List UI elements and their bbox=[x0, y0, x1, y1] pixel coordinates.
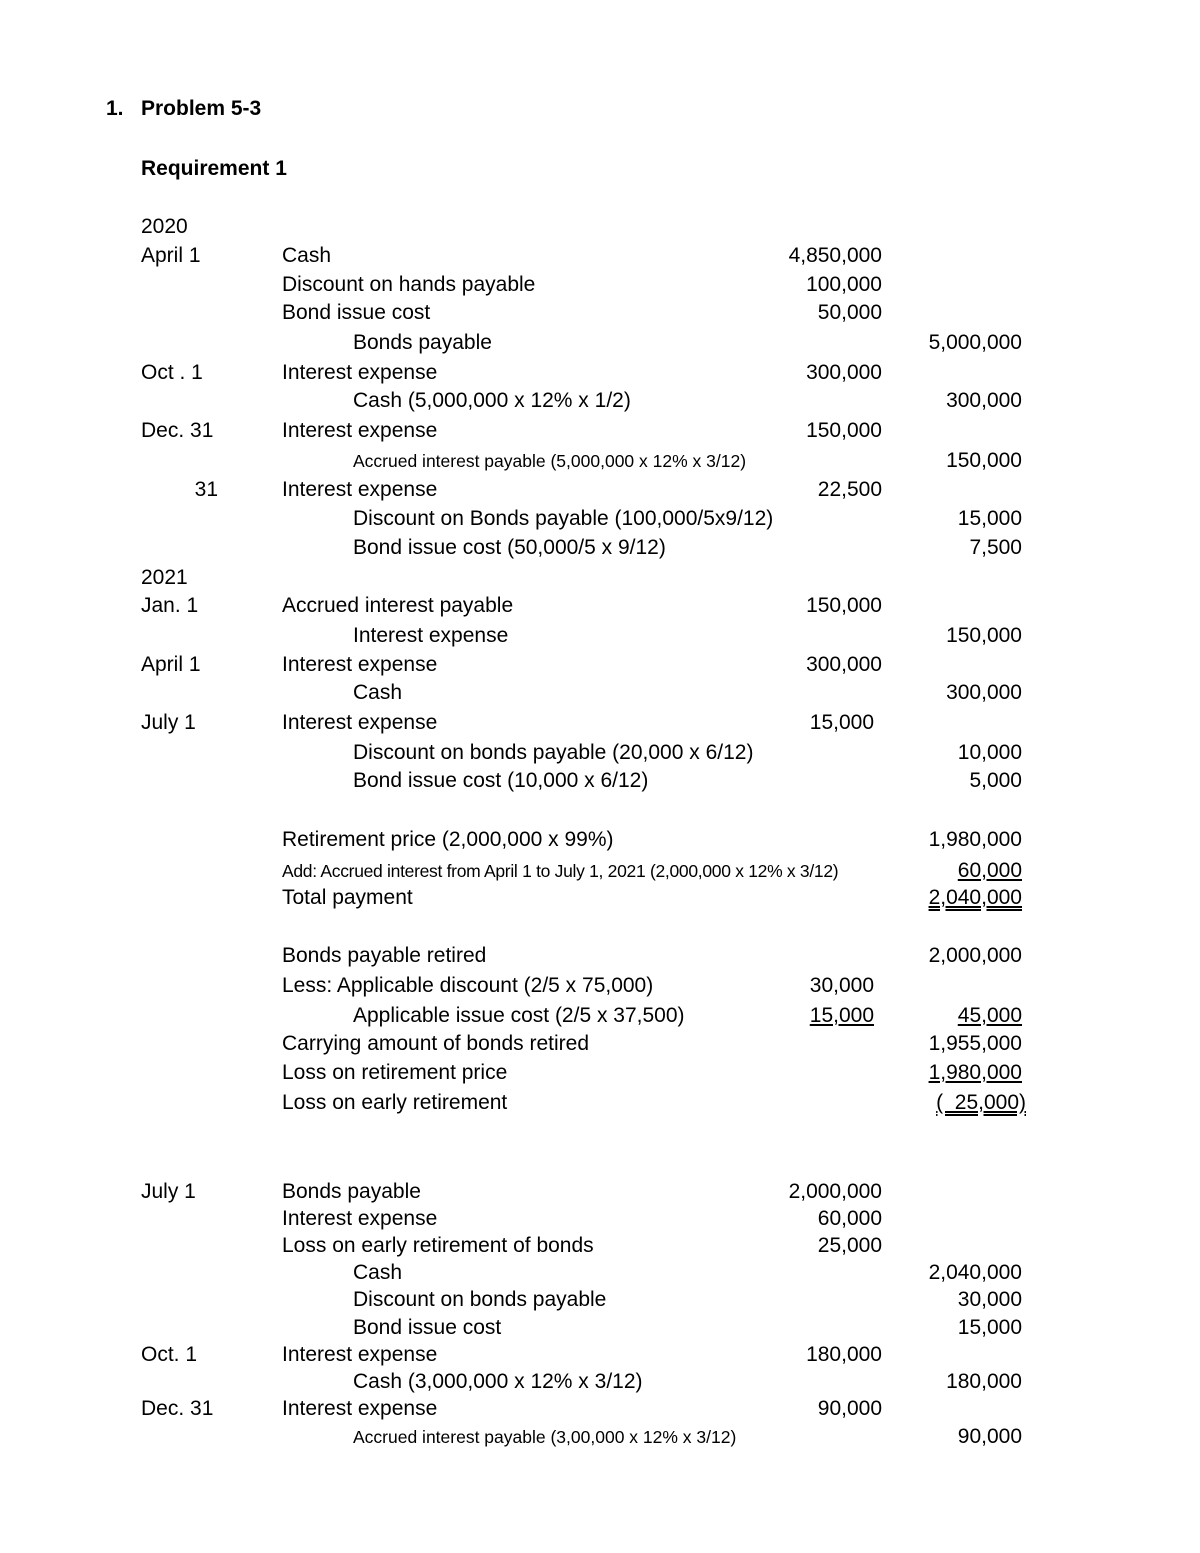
computation-label: Bonds payable retired bbox=[282, 944, 487, 967]
entry-date: July 1 bbox=[141, 711, 196, 734]
computation-subamount: 30,000 bbox=[809, 974, 874, 997]
debit-amount: 50,000 bbox=[817, 301, 882, 324]
account-debit: Bond issue cost bbox=[282, 301, 431, 324]
computation-row bbox=[0, 1059, 1200, 1087]
entry-date: Dec. 31 bbox=[141, 419, 214, 442]
credit-amount: 5,000,000 bbox=[928, 331, 1022, 354]
computation-row bbox=[0, 1089, 1200, 1117]
journal-row bbox=[0, 1205, 1200, 1233]
journal-row bbox=[0, 1286, 1200, 1314]
journal-row bbox=[0, 622, 1200, 650]
year-label: 2020 bbox=[141, 215, 188, 238]
journal-row bbox=[0, 767, 1200, 795]
credit-amount: 180,000 bbox=[946, 1370, 1022, 1393]
computation-amount: 1,980,000 bbox=[928, 828, 1022, 851]
journal-row bbox=[0, 651, 1200, 679]
journal-row bbox=[0, 1395, 1200, 1423]
computation-label: Total payment bbox=[282, 886, 413, 909]
computation-amount: 60,000 bbox=[957, 859, 1022, 882]
journal-row bbox=[0, 1232, 1200, 1260]
entry-date: Oct. 1 bbox=[141, 1343, 198, 1366]
computation-row bbox=[0, 826, 1200, 854]
credit-amount: 2,040,000 bbox=[928, 1261, 1022, 1284]
account-credit: Cash bbox=[353, 1261, 403, 1284]
account-credit: Bonds payable bbox=[353, 331, 492, 354]
computation-row bbox=[0, 972, 1200, 1000]
account-debit: Interest expense bbox=[282, 1397, 438, 1420]
computation-amount: 45,000 bbox=[957, 1004, 1022, 1027]
journal-row bbox=[0, 242, 1200, 270]
entry-date: July 1 bbox=[141, 1180, 196, 1203]
debit-amount: 60,000 bbox=[817, 1207, 882, 1230]
computation-amount: ( 25,000) bbox=[936, 1091, 1026, 1114]
credit-amount: 150,000 bbox=[946, 624, 1022, 647]
debit-amount: 300,000 bbox=[806, 653, 882, 676]
account-debit: Interest expense bbox=[282, 361, 438, 384]
journal-row bbox=[0, 447, 1200, 475]
account-debit: Interest expense bbox=[282, 478, 438, 501]
debit-amount: 2,000,000 bbox=[788, 1180, 882, 1203]
debit-amount: 180,000 bbox=[806, 1343, 882, 1366]
credit-amount: 300,000 bbox=[946, 681, 1022, 704]
debit-amount: 300,000 bbox=[806, 361, 882, 384]
problem-number: 1. bbox=[106, 97, 124, 120]
computation-label: Add: Accrued interest from April 1 to July 1, 2021 (2,000,000 x 12% x 3/12) bbox=[282, 861, 839, 881]
account-debit: Discount on hands payable bbox=[282, 273, 536, 296]
account-credit: Bond issue cost bbox=[353, 1316, 502, 1339]
account-debit: Interest expense bbox=[282, 1207, 438, 1230]
computation-row bbox=[0, 1002, 1200, 1030]
account-credit: Bond issue cost (50,000/5 x 9/12) bbox=[353, 536, 666, 559]
computation-amount: 2,040,000 bbox=[928, 886, 1022, 909]
journal-row bbox=[0, 709, 1200, 737]
computation-label: Loss on early retirement bbox=[282, 1091, 508, 1114]
account-credit: Interest expense bbox=[353, 624, 509, 647]
credit-amount: 300,000 bbox=[946, 389, 1022, 412]
journal-row bbox=[0, 1423, 1200, 1451]
computation-label: Carrying amount of bonds retired bbox=[282, 1032, 589, 1055]
debit-amount: 4,850,000 bbox=[788, 244, 882, 267]
computation-row bbox=[0, 857, 1200, 885]
credit-amount: 7,500 bbox=[969, 536, 1022, 559]
account-credit: Cash bbox=[353, 681, 403, 704]
journal-row bbox=[0, 476, 1200, 504]
computation-subamount: 15,000 bbox=[809, 1004, 874, 1027]
computation-amount: 1,955,000 bbox=[928, 1032, 1022, 1055]
journal-row bbox=[0, 271, 1200, 299]
journal-row bbox=[0, 1314, 1200, 1342]
account-credit: Discount on bonds payable bbox=[353, 1288, 607, 1311]
journal-row bbox=[0, 417, 1200, 445]
debit-amount: 90,000 bbox=[817, 1397, 882, 1420]
account-debit: Interest expense bbox=[282, 1343, 438, 1366]
credit-amount: 150,000 bbox=[946, 449, 1022, 472]
computation-label: Loss on retirement price bbox=[282, 1061, 508, 1084]
account-credit: Bond issue cost (10,000 x 6/12) bbox=[353, 769, 649, 792]
computation-label: Retirement price (2,000,000 x 99%) bbox=[282, 828, 614, 851]
credit-amount: 5,000 bbox=[969, 769, 1022, 792]
year-row bbox=[0, 564, 1200, 592]
computation-label: Less: Applicable discount (2/5 x 75,000) bbox=[282, 974, 654, 997]
credit-amount: 10,000 bbox=[957, 741, 1022, 764]
entry-date: April 1 bbox=[141, 653, 201, 676]
account-debit: Interest expense bbox=[282, 711, 438, 734]
debit-amount: 25,000 bbox=[817, 1234, 882, 1257]
credit-amount: 90,000 bbox=[957, 1425, 1022, 1448]
entry-date: Oct . 1 bbox=[141, 361, 203, 384]
account-credit: Discount on Bonds payable (100,000/5x9/12) bbox=[353, 507, 774, 530]
journal-row bbox=[0, 1368, 1200, 1396]
year-label: 2021 bbox=[141, 566, 188, 589]
journal-row bbox=[0, 1259, 1200, 1287]
account-credit: Accrued interest payable (5,000,000 x 12% x 3/12) bbox=[353, 451, 747, 471]
journal-row bbox=[0, 359, 1200, 387]
entry-date: Dec. 31 bbox=[141, 1397, 214, 1420]
journal-row bbox=[0, 739, 1200, 767]
account-debit: Interest expense bbox=[282, 419, 438, 442]
account-credit: Discount on bonds payable (20,000 x 6/12) bbox=[353, 741, 754, 764]
account-credit: Cash (3,000,000 x 12% x 3/12) bbox=[353, 1370, 643, 1393]
credit-amount: 15,000 bbox=[957, 507, 1022, 530]
problem-title: Problem 5-3 bbox=[141, 97, 262, 120]
computation-row bbox=[0, 1030, 1200, 1058]
year-row bbox=[0, 213, 1200, 241]
computation-amount: 2,000,000 bbox=[928, 944, 1022, 967]
debit-amount: 150,000 bbox=[806, 419, 882, 442]
account-debit: Bonds payable bbox=[282, 1180, 421, 1203]
credit-amount: 15,000 bbox=[957, 1316, 1022, 1339]
account-debit: Loss on early retirement of bonds bbox=[282, 1234, 594, 1257]
journal-row bbox=[0, 592, 1200, 620]
debit-amount: 100,000 bbox=[806, 273, 882, 296]
account-debit: Cash bbox=[282, 244, 332, 267]
account-debit: Accrued interest payable bbox=[282, 594, 514, 617]
journal-row bbox=[0, 299, 1200, 327]
account-credit: Cash (5,000,000 x 12% x 1/2) bbox=[353, 389, 631, 412]
account-credit: Accrued interest payable (3,00,000 x 12% x 3/12) bbox=[353, 1427, 737, 1447]
journal-row bbox=[0, 534, 1200, 562]
journal-row bbox=[0, 387, 1200, 415]
entry-date: Jan. 1 bbox=[141, 594, 199, 617]
debit-amount: 15,000 bbox=[809, 711, 874, 734]
computation-label: Applicable issue cost (2/5 x 37,500) bbox=[353, 1004, 685, 1027]
computation-row bbox=[0, 884, 1200, 912]
entry-date: 31 bbox=[194, 478, 218, 501]
requirement-title: Requirement 1 bbox=[141, 157, 287, 180]
entry-date: April 1 bbox=[141, 244, 201, 267]
journal-row bbox=[0, 505, 1200, 533]
debit-amount: 22,500 bbox=[817, 478, 882, 501]
journal-row bbox=[0, 679, 1200, 707]
account-debit: Interest expense bbox=[282, 653, 438, 676]
journal-row bbox=[0, 329, 1200, 357]
journal-row bbox=[0, 1178, 1200, 1206]
computation-row bbox=[0, 942, 1200, 970]
debit-amount: 150,000 bbox=[806, 594, 882, 617]
journal-row bbox=[0, 1341, 1200, 1369]
computation-amount: 1,980,000 bbox=[928, 1061, 1022, 1084]
credit-amount: 30,000 bbox=[957, 1288, 1022, 1311]
